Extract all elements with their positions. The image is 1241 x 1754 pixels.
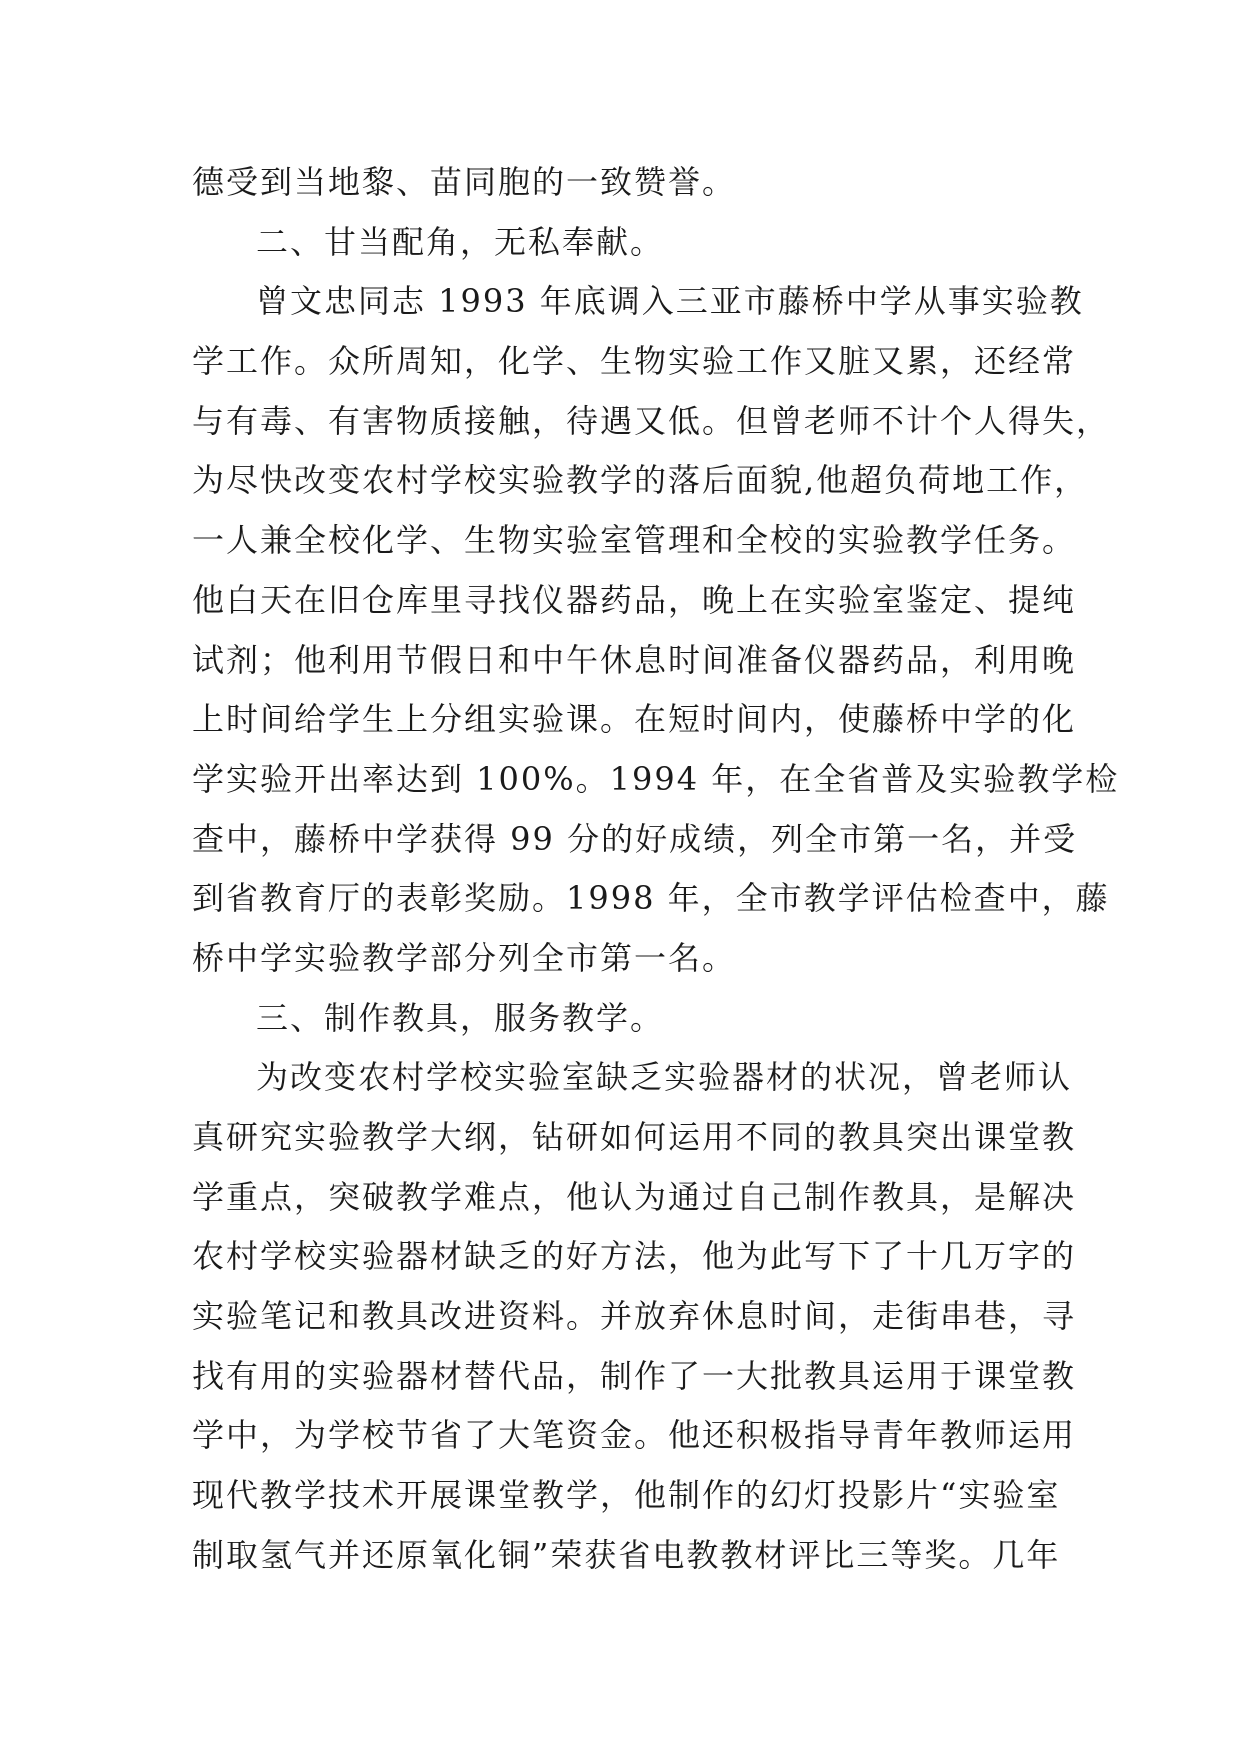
text-line: 学工作。众所周知，化学、生物实验工作又脏又累，还经常 xyxy=(192,342,1077,381)
text-line: 学重点，突破教学难点，他认为通过自己制作教具，是解决 xyxy=(192,1177,1077,1216)
text-line: 三、制作教具，服务教学。 xyxy=(256,998,665,1037)
text-line: 制取氢气并还原氧化铜”荣获省电教教材评比三等奖。几年 xyxy=(192,1535,1061,1574)
text-line: 桥中学实验教学部分列全市第一名。 xyxy=(192,938,737,977)
text-line: 真研究实验教学大纲，钻研如何运用不同的教具突出课堂教 xyxy=(192,1118,1077,1156)
text-line: 上时间给学生上分组实验课。在短时间内，使藤桥中学的化 xyxy=(192,700,1077,739)
text-line: 一人兼全校化学、生物实验室管理和全校的实验教学任务。 xyxy=(192,521,1077,560)
text-line: 曾文忠同志 1993 年底调入三亚市藤桥中学从事实验教 xyxy=(256,282,1084,321)
text-line: 为改变农村学校实验室缺乏实验器材的状况，曾老师认 xyxy=(256,1058,1073,1097)
text-line: 到省教育厅的表彰奖励。1998 年，全市教学评估检查中，藤 xyxy=(192,879,1110,918)
text-line: 农村学校实验器材缺乏的好方法，他为此写下了十几万字的 xyxy=(192,1237,1077,1276)
text-line: 德受到当地黎、苗同胞的一致赞誉。 xyxy=(192,163,737,201)
text-line: 学中，为学校节省了大笔资金。他还积极指导青年教师运用 xyxy=(192,1416,1077,1455)
text-line: 找有用的实验器材替代品，制作了一大批教具运用于课堂教 xyxy=(192,1356,1077,1395)
text-line: 现代教学技术开展课堂教学，他制作的幻灯投影片“实验室 xyxy=(192,1476,1061,1515)
body-text xyxy=(192,153,1120,1586)
text-line: 实验笔记和教具改进资料。并放弃休息时间，走街串巷，寻 xyxy=(192,1297,1077,1336)
text-line: 他白天在旧仓库里寻找仪器药品，晚上在实验室鉴定、提纯 xyxy=(192,580,1077,619)
text-line: 查中，藤桥中学获得 99 分的好成绩，列全市第一名，并受 xyxy=(192,819,1078,858)
text-line: 为尽快改变农村学校实验教学的落后面貌,他超负荷地工作， xyxy=(192,461,1089,500)
text-line: 学实验开出率达到 100%。1994 年，在全省普及实验教学检 xyxy=(192,759,1120,798)
text-line: 二、甘当配角，无私奉献。 xyxy=(256,222,665,261)
text-line: 与有毒、有害物质接触，待遇又低。但曾老师不计个人得失， xyxy=(192,401,1111,440)
text-line: 试剂；他利用节假日和中午休息时间准备仪器药品，利用晚 xyxy=(192,640,1077,679)
